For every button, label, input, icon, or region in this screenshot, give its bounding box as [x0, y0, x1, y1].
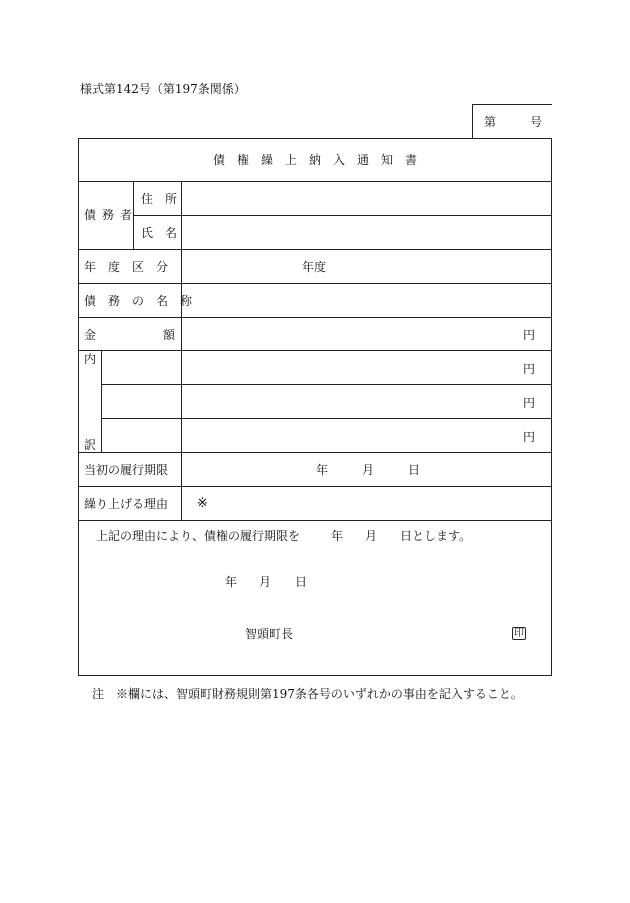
debt-name-field[interactable]: [183, 285, 550, 315]
breakdown-unit-1: 円: [523, 362, 536, 376]
issue-day: 日: [295, 575, 308, 589]
statement-text-a: 上記の理由により、債権の履行期限を: [96, 529, 301, 543]
address-label: 住 所: [141, 192, 178, 206]
breakdown-label-top: 内: [84, 352, 97, 366]
statement-year: 年: [331, 529, 344, 543]
debt-name-label: 債 務 の 名 称: [84, 294, 193, 308]
reason-label: 繰り上げる理由: [84, 497, 169, 511]
number-box-gou: 号: [530, 115, 543, 129]
original-deadline-label: 当初の履行期限: [84, 463, 169, 477]
original-deadline-month: 月: [362, 463, 375, 477]
address-field[interactable]: [183, 183, 550, 213]
breakdown-unit-3: 円: [523, 430, 536, 444]
original-deadline-year: 年: [316, 463, 329, 477]
number-box-dai: 第: [484, 115, 497, 129]
form-title: 債 権 繰 上 納 入 通 知 書: [212, 153, 417, 167]
debtor-label: 債務者: [84, 208, 139, 222]
statement-month: 月: [365, 529, 378, 543]
issuer-title: 智頭町長: [245, 627, 294, 641]
issue-year: 年: [225, 575, 238, 589]
original-deadline-day: 日: [408, 463, 421, 477]
fiscal-year-suffix: 年度: [302, 260, 327, 274]
amount-label-a: 金: [84, 328, 97, 342]
name-field[interactable]: [183, 217, 550, 247]
amount-unit: 円: [523, 328, 536, 342]
seal-mark: 印: [514, 628, 524, 639]
amount-label-b: 額: [163, 328, 176, 342]
issue-month: 月: [259, 575, 272, 589]
statement-text-b: 日とします。: [400, 529, 472, 543]
footnote: 注 ※欄には、智頭町財務規則第197条各号のいずれかの事由を記入すること。: [92, 687, 523, 701]
fiscal-year-label: 年 度 区 分: [84, 260, 169, 274]
breakdown-label-bottom: 訳: [84, 438, 97, 452]
reason-mark: ※: [197, 496, 208, 511]
name-label: 氏 名: [141, 226, 178, 240]
form-number: 様式第142号（第197条関係）: [80, 82, 246, 96]
breakdown-unit-2: 円: [523, 396, 536, 410]
